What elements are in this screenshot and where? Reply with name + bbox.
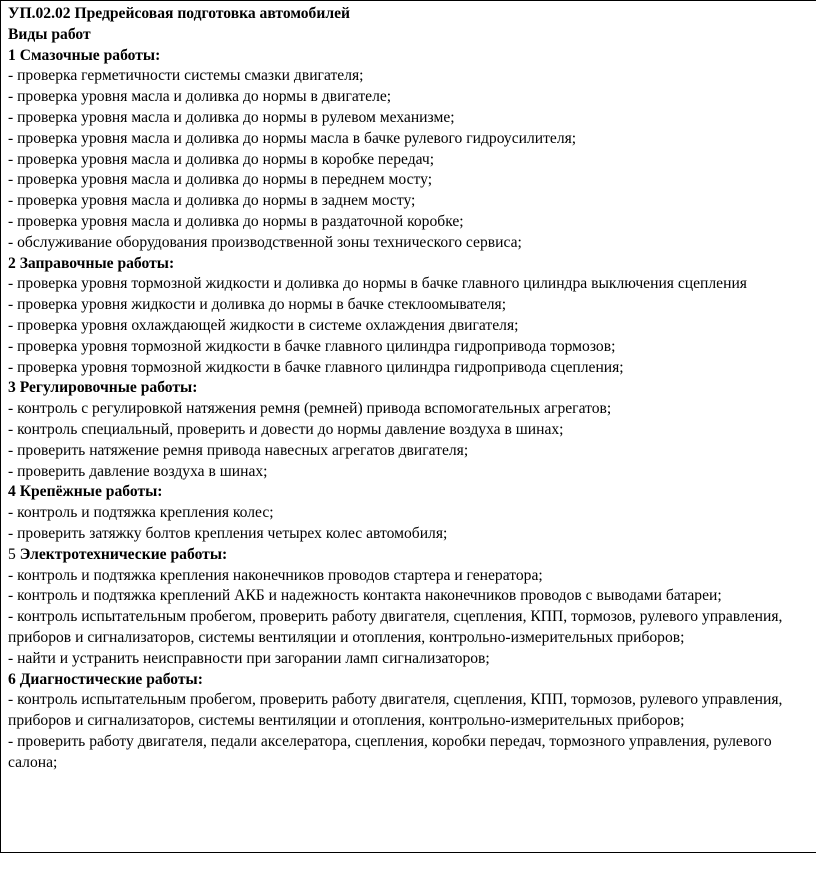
section-heading-1: 1 Смазочные работы: — [8, 46, 161, 64]
list-item: - проверка уровня масла и доливка до нормы в рулевом механизме; — [8, 108, 455, 126]
list-item: - проверка уровня жидкости и доливка до нормы в бачке стеклоомывателя; — [8, 296, 507, 314]
list-item: - проверить давление воздуха в шинах; — [8, 462, 268, 480]
section-number-5: 5 — [8, 545, 20, 563]
page-title: УП.02.02 Предрейсовая подготовка автомобилей — [8, 5, 350, 22]
list-item: - проверить затяжку болтов крепления четырех колес автомобиля; — [8, 524, 448, 542]
list-item: - проверка уровня тормозной жидкости в бачке главного цилиндра гидропривода сцепления; — [8, 358, 624, 376]
list-item: - проверка уровня масла и доливка до нормы в коробке передач; — [8, 150, 435, 168]
section-heading-5 — [8, 545, 816, 566]
list-item: - проверка уровня тормозной жидкости и доливка до нормы в бачке главного цилиндра выключения сцепления — [8, 275, 747, 293]
list-item: - контроль испытательным пробегом, проверить работу двигателя, сцепления, КПП, тормозов, рулевого управления, — [8, 691, 783, 709]
list-item-continuation: салона; — [8, 753, 58, 771]
list-item-continuation: приборов и сигнализаторов, системы вентиляции и отопления, контрольно-измерительных приборов; — [8, 628, 685, 646]
list-item: - контроль испытательным пробегом, проверить работу двигателя, сцепления, КПП, тормозов, рулевого управления, — [8, 608, 783, 626]
list-item: - контроль с регулировкой натяжения ремня (ремней) привода вспомогательных агрегатов; — [8, 400, 612, 418]
document-body — [8, 4, 816, 773]
list-item: - проверка уровня масла и доливка до нормы в заднем мосту; — [8, 192, 416, 210]
list-item: - найти и устранить неисправности при загорании ламп сигнализаторов; — [8, 649, 490, 667]
list-item-continuation: приборов и сигнализаторов, системы вентиляции и отопления, контрольно-измерительных приборов; — [8, 712, 685, 730]
list-item: - контроль специальный, проверить и довести до нормы давление воздуха в шинах; — [8, 420, 564, 438]
list-item: - контроль и подтяжка крепления колес; — [8, 504, 274, 522]
list-item: - проверка уровня охлаждающей жидкости в системе охлаждения двигателя; — [8, 316, 519, 334]
list-item: - проверка уровня тормозной жидкости в бачке главного цилиндра гидропривода тормозов; — [8, 337, 616, 355]
list-item: - проверка герметичности системы смазки двигателя; — [8, 67, 364, 85]
list-item: - контроль и подтяжка креплений АКБ и надежность контакта наконечников проводов с выводами батареи; — [8, 587, 722, 605]
list-item: - проверка уровня масла и доливка до нормы масла в бачке рулевого гидроусилителя; — [8, 129, 577, 147]
section-heading-5-rest: работы: — [166, 545, 228, 563]
page-subtitle: Виды работ — [8, 25, 91, 43]
list-item: - проверить натяжение ремня привода навесных агрегатов двигателя; — [8, 441, 469, 459]
list-item: - проверка уровня масла и доливка до нормы в двигателе; — [8, 88, 392, 106]
section-heading-6: 6 Диагностические работы: — [8, 670, 203, 688]
list-item: - проверка уровня масла и доливка до нормы в переднем мосту; — [8, 171, 433, 189]
list-item: - проверка уровня масла и доливка до нормы в раздаточной коробке; — [8, 212, 464, 230]
section-heading-3: 3 Регулировочные работы: — [8, 379, 198, 397]
section-heading-4: 4 Крепёжные работы: — [8, 483, 163, 501]
section-heading-2: 2 Заправочные работы: — [8, 254, 175, 272]
list-item: - контроль и подтяжка крепления наконечников проводов стартера и генератора; — [8, 566, 543, 584]
list-item: - обслуживание оборудования производственной зоны технического сервиса; — [8, 233, 522, 251]
section-heading-5-word: Электротехнические — [19, 545, 167, 563]
list-item: - проверить работу двигателя, педали акселератора, сцепления, коробки передач, тормозного управления, рулевого — [8, 732, 772, 750]
